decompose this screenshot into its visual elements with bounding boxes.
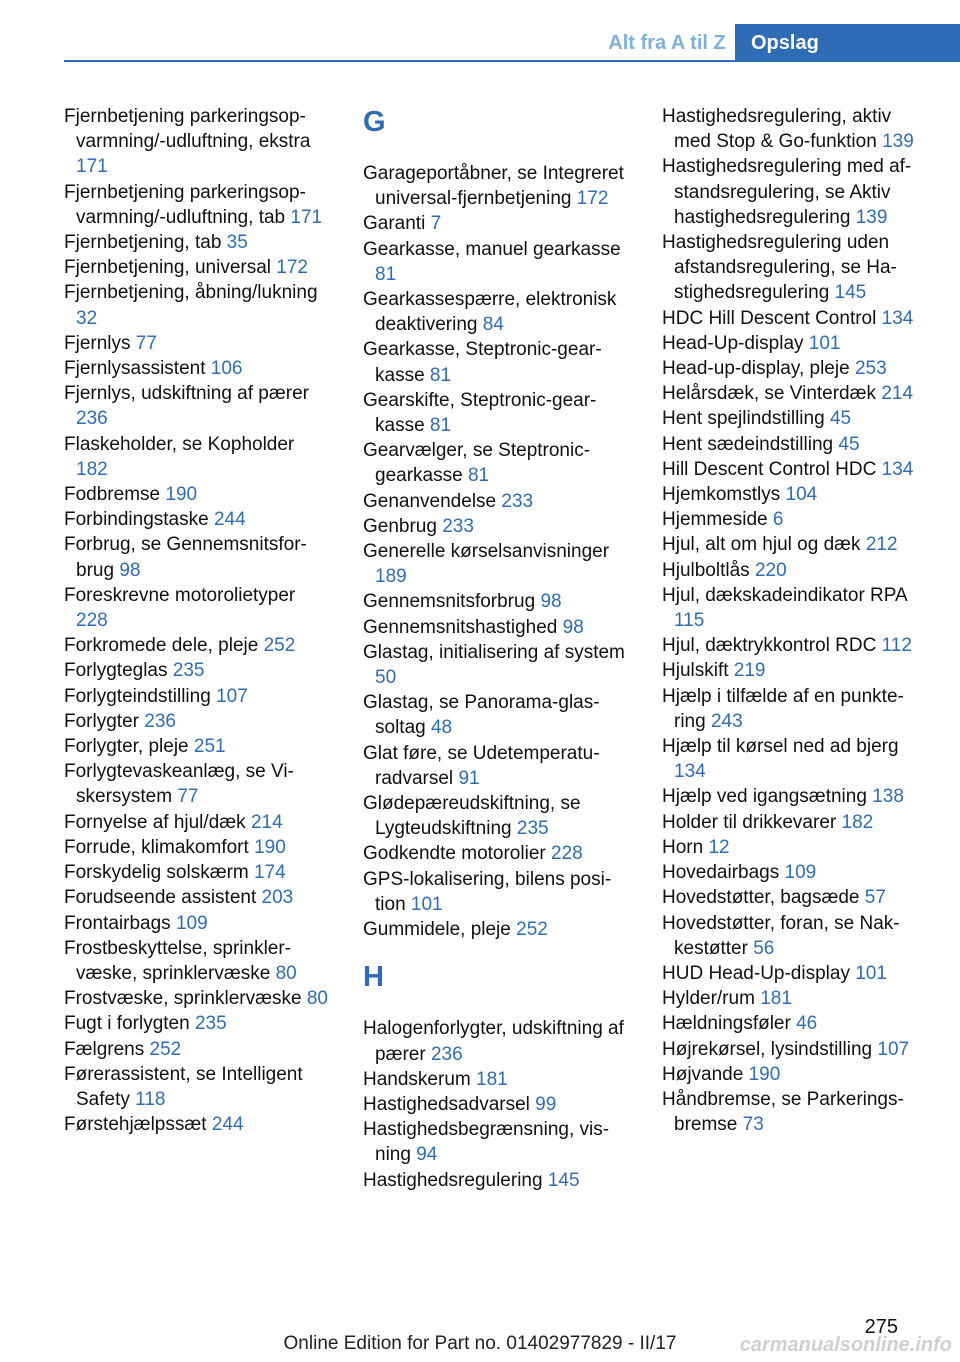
index-entry-term: Fjernbetjening, åbning/lukning [64,282,318,304]
index-entry [64,911,330,936]
index-entry [64,658,330,683]
page-number: 275 [864,1316,898,1338]
index-entry-term: Hastighedsregulering [363,1169,543,1191]
index-entry-term: Hastighedsadvarsel [363,1093,530,1115]
index-entry-term: Hjul, dækskadeindikator RPA [662,584,907,606]
index-entry [363,337,629,387]
index-entry-term: Glastag, se Panorama-glassoltag [363,692,600,739]
index-entry [64,104,330,180]
page-reference-link[interactable]: 212 [865,534,898,556]
index-entry [64,633,330,658]
index-entry-term: Håndbremse, se Parkeringsbremse [662,1088,904,1136]
page-reference-link[interactable]: 106 [210,358,243,380]
index-entry [363,791,629,841]
index-entry-term: Hjælp til kørsel ned ad bjerg [662,736,899,758]
index-entry-term: Glødepæreudskiftning, se Lygteudskiftning [363,793,581,840]
index-entry [363,438,629,488]
index-entry [662,810,928,835]
index-entry [363,690,629,740]
index-entry-term: Hent sædeindstilling [662,433,834,455]
index-entry [662,1087,928,1137]
index-entry-term: Hovedstøtter, bagsæde [662,887,860,909]
index-entry-term: Genanvendelse [363,490,497,512]
index-entry [662,734,928,784]
page-reference-link[interactable]: 77 [177,786,199,808]
index-entry-term: Helårsdæk, se Vinterdæk [662,383,877,405]
index-entry-term: Forbrug, se Gennemsnitsforbrug [64,534,307,581]
index-entry [64,432,330,482]
page-reference-link[interactable]: 235 [172,660,205,682]
index-entry-term: Hovedairbags [662,862,780,884]
index-entry [64,986,330,1011]
index-entry-term: Flaskeholder, se Kopholder [64,433,295,455]
index-entry-term: Fælgrens [64,1038,145,1060]
index-entry [662,911,928,961]
index-entry-term: Forlygteindstilling [64,685,211,707]
index-entry-term: HDC Hill Descent Control [662,307,877,329]
page-reference-link[interactable]: 81 [375,263,397,285]
index-entry [64,507,330,532]
index-entry [64,331,330,356]
page-reference-link[interactable]: 81 [467,465,490,487]
index-entry-term: Forudseende assistent [64,887,257,909]
index-entry [662,986,928,1011]
index-entry [662,306,928,331]
index-entry-term: Fjernbetjening, tab [64,232,222,254]
page-reference-link[interactable]: 73 [742,1114,764,1136]
index-entry [363,287,629,337]
index-entry [662,356,928,381]
index-entry-term: Gummidele, pleje [363,919,511,941]
page-reference-link[interactable]: 101 [808,332,841,354]
section-tab[interactable]: Alt fra A til Z [608,31,726,54]
index-entry-term: Head-Up-display [662,332,804,354]
page-reference-link[interactable]: 228 [551,843,583,865]
page-reference-link[interactable]: 251 [193,736,226,758]
page-reference-link[interactable]: 12 [708,836,730,858]
index-entry-term: Generelle kørselsanvisninger [363,541,610,563]
page-reference-link[interactable]: 56 [753,937,775,959]
index-entry [662,1037,928,1062]
page-reference-link[interactable]: 190 [165,484,198,506]
index-entry-term: Fjernbetjening, universal [64,257,272,279]
index-entry-term: Gearkassespærre, elektronisk deaktivering [363,289,617,336]
page-reference-link[interactable]: 46 [796,1013,818,1035]
index-entry-term: Frostvæske, sprinklervæske [64,988,302,1010]
index-entry [64,709,330,734]
index-entry-term: Hastighedsregulering uden afstandsregulering, se Hastighedsregulering [662,232,897,304]
index-entry [363,640,629,690]
index-entry-term: Gennemsnitsforbrug [363,591,536,613]
index-entry-term: Fjernlys, udskiftning af pærer [64,383,309,405]
index-entry [363,741,629,791]
index-entry [64,684,330,709]
page-reference-link[interactable]: 189 [375,566,407,588]
index-entry [64,1011,330,1036]
index-entry [64,1037,330,1062]
page-reference-link[interactable]: 107 [216,685,248,707]
page-reference-link[interactable]: 45 [829,408,852,430]
index-entry [662,532,928,557]
index-entry-term: Fodbremse [64,484,161,506]
index-column-1 [64,104,330,1137]
index-entry-term: Gearkasse, Steptronic-gearkasse [363,339,602,386]
page-reference-link[interactable]: 98 [119,559,141,581]
page-reference-link[interactable]: 99 [535,1093,557,1115]
index-entry [662,684,928,734]
page-reference-link[interactable]: 220 [754,559,787,581]
page-reference-link[interactable]: 172 [276,257,308,279]
page-reference-link[interactable]: 244 [213,509,246,531]
index-entry-term: Glastag, initialisering af system [363,641,625,663]
index-entry-term: Hjælp ved igangsætning [662,786,867,808]
page-reference-link[interactable]: 244 [211,1114,244,1136]
section-spacer [363,942,629,959]
page-reference-link[interactable]: 139 [882,131,914,153]
index-entry [662,835,928,860]
index-entry [363,237,629,287]
index-entry [662,583,928,633]
page-reference-link[interactable]: 252 [149,1038,182,1060]
index-entry [64,810,330,835]
page-reference-link[interactable]: 91 [458,767,480,789]
index-entry [662,482,928,507]
index-letter-heading: G [363,106,386,138]
index-entry [662,1011,928,1036]
index-entry-term: Forlygter [64,710,139,732]
index-entry-term: Foreskrevne motorolietyper [64,584,296,606]
edition-footer: Online Edition for Part no. 01402977829 - II/17 [283,1333,677,1354]
index-entry-term: Handskerum [363,1068,471,1090]
index-entry [64,230,330,255]
page-reference-link[interactable]: 6 [772,509,784,531]
index-entry [64,255,330,280]
page-reference-link[interactable]: 172 [576,188,609,210]
index-entry [64,1112,330,1137]
page-reference-link[interactable]: 80 [306,988,328,1010]
index-entry [662,230,928,306]
page-reference-link[interactable]: 45 [838,433,860,455]
index-entry-term: Fjernlys [64,332,131,354]
page-reference-link[interactable]: 138 [872,786,904,808]
index-entry [363,615,629,640]
page-reference-link[interactable]: 233 [442,515,474,537]
index-entry-term: Genbrug [363,515,437,537]
index-entry [662,658,928,683]
index-entry-term: Førerassistent, se Intelligent Safety [64,1063,303,1110]
index-entry-term: Gennemsnitshastighed [363,616,558,638]
index-entry [363,514,629,539]
index-entry-term: Hjul, alt om hjul og dæk [662,534,861,556]
page-reference-link[interactable]: 190 [254,836,286,858]
index-entry [363,388,629,438]
page-reference-link[interactable]: 182 [76,458,108,480]
page-reference-link[interactable]: 252 [263,635,296,657]
page-reference-link[interactable]: 48 [430,717,453,739]
index-entry-term: Fornyelse af hjul/dæk [64,811,246,833]
index-entry-term: Hjemkomstlys [662,484,781,506]
index-entry [363,867,629,917]
index-entry [64,180,330,230]
page-reference-link[interactable]: 107 [877,1038,910,1060]
index-entry [662,432,928,457]
page-reference-link[interactable]: 112 [881,635,912,657]
page-reference-link[interactable]: 32 [76,307,98,329]
page-reference-link[interactable]: 118 [135,1088,166,1110]
page-reference-link[interactable]: 181 [476,1068,508,1090]
index-entry [64,280,330,330]
index-entry [363,917,629,942]
index-entry [363,1067,629,1092]
index-entry [363,589,629,614]
page-header [0,24,960,62]
index-entry-term: Gearskifte, Steptronic-gearkasse [363,389,597,437]
page-reference-link[interactable]: 98 [540,591,562,613]
watermark: carmanualsonline.info [739,1334,952,1356]
index-entry-term: Hjul, dæktrykkontrol RDC [662,635,877,657]
page-reference-link[interactable]: 233 [501,490,534,512]
index-entry [662,457,928,482]
index-entry-term: Garanti [363,213,426,235]
page-reference-link[interactable]: 190 [748,1063,781,1085]
page-reference-link[interactable]: 236 [76,408,108,430]
page-reference-link[interactable]: 228 [76,610,108,632]
index-entry-term: Horn [662,836,704,858]
page-reference-link[interactable]: 109 [175,912,208,934]
index-entry-term: Hastighedsregulering med afstandsregulering, se Aktiv hastighedsregulering [662,156,912,228]
index-entry [363,1092,629,1117]
index-entry-term: HUD Head-Up-display [662,962,850,984]
index-entry-term: Glat føre, se Udetemperaturadvarsel [363,742,600,789]
page-reference-link[interactable]: 235 [194,1013,227,1035]
page-reference-link[interactable]: 134 [881,307,914,329]
index-entry [363,841,629,866]
index-letter-heading: H [363,961,384,994]
index-entry-term: Forbindingstaske [64,509,209,531]
page-reference-link[interactable]: 243 [710,710,743,732]
page-reference-link[interactable]: 181 [760,988,792,1010]
page-reference-link[interactable]: 171 [290,206,323,228]
page-reference-link[interactable]: 235 [516,818,549,840]
index-entry [64,1062,330,1112]
page-reference-link[interactable]: 174 [254,862,286,884]
index-entry [662,154,928,230]
index-entry-term: Hylder/rum [662,988,755,1010]
page-reference-link[interactable]: 98 [562,616,584,638]
index-entry [64,482,330,507]
index-entry [662,961,928,986]
page-reference-link[interactable]: 101 [855,962,887,984]
index-entry [64,936,330,986]
page-reference-link[interactable]: 134 [674,761,706,783]
index-entry [363,161,629,211]
index-entry [64,583,330,633]
page-reference-link[interactable]: 171 [76,156,108,178]
index-entry-term: Hjulskift [662,660,729,682]
index-entry [662,1062,928,1087]
index-entry-term: Godkendte motorolier [363,843,546,865]
index-column-2 [363,104,629,1193]
index-entry [662,558,928,583]
page-reference-link[interactable]: 253 [854,358,887,380]
index-entry-term: Hjælp i tilfælde af en punktering [662,685,904,732]
index-entry [662,104,928,154]
index-entry-term: Head-up-display, pleje [662,358,850,380]
page-reference-link[interactable]: 84 [482,314,504,336]
index-entry-term: Hill Descent Control HDC [662,458,877,480]
index-entry [363,489,629,514]
index-entry [64,860,330,885]
index-entry-term: Hjemmeside [662,509,768,531]
index-entry-term: Gearkasse, manuel gearkasse [363,238,621,260]
index-entry [64,532,330,582]
index-entry-term: Garageportåbner, se Integreret universal-fjernbetjening [363,163,624,210]
index-entry-term: Frostbeskyttelse, sprinklervæske, sprinklervæske [64,937,292,984]
index-entry [662,331,928,356]
index-entry [363,1016,629,1066]
index-entry [662,860,928,885]
index-entry [662,507,928,532]
index-entry [64,835,330,860]
page-reference-link[interactable]: 236 [430,1043,463,1065]
page-reference-link[interactable]: 203 [261,887,294,909]
index-entry-term: Fjernbetjening parkeringsopvarmning/-udluftning, tab [64,181,306,228]
index-entry-term: Fjernlysassistent [64,358,206,380]
index-entry-term: Hældningsføler [662,1013,791,1035]
page-reference-link[interactable]: 115 [674,610,705,632]
page-reference-link[interactable]: 7 [430,213,442,235]
index-entry-term: Hent spejlindstilling [662,408,825,430]
index-entry-term: Forlygter, pleje [64,736,189,758]
index-entry-term: Hastighedsbegrænsning, visning [363,1119,610,1166]
page-reference-link[interactable]: 139 [855,206,888,228]
index-entry [363,211,629,236]
page-reference-link[interactable]: 104 [785,484,818,506]
index-entry [662,784,928,809]
index-entry-term: Frontairbags [64,912,171,934]
index-entry-term: Forkromede dele, pleje [64,635,259,657]
index-entry-term: Forlygteglas [64,660,168,682]
page-reference-link[interactable]: 35 [226,232,248,254]
index-entry-term: Gearvælger, se Steptronic-gearkasse [363,440,591,487]
page-reference-link[interactable]: 134 [881,458,914,480]
index-entry [363,1168,629,1193]
page-reference-link[interactable]: 145 [834,282,867,304]
index-entry [64,356,330,381]
page-reference-link[interactable]: 80 [275,962,297,984]
index-entry [662,885,928,910]
index-entry [363,539,629,589]
page-reference-link[interactable]: 81 [429,364,452,386]
page-reference-link[interactable]: 77 [135,332,157,354]
index-entry-term: Hovedstøtter, foran, se Nakkestøtter [662,912,900,959]
page-reference-link[interactable]: 101 [410,893,443,915]
chapter-tab[interactable]: Opslag [735,24,960,62]
page-reference-link[interactable]: 219 [733,660,766,682]
index-entry-term: Højvande [662,1063,744,1085]
index-entry-term: Fjernbetjening parkeringsopvarmning/-udluftning, ekstra [64,106,311,153]
page-reference-link[interactable]: 57 [864,887,886,909]
index-entry [64,381,330,431]
index-entry-term: Højrekørsel, lysindstilling [662,1038,873,1060]
index-entry-term: Forlygtevaskeanlæg, se Viskersystem [64,761,294,808]
page-reference-link[interactable]: 214 [881,383,914,405]
page-reference-link[interactable]: 236 [144,710,176,732]
index-entry-term: Hastighedsregulering, aktiv med Stop & Go-funktion [662,106,892,153]
page-reference-link[interactable]: 81 [429,415,452,437]
index-entry [662,381,928,406]
page-reference-link[interactable]: 214 [250,811,283,833]
index-entry [662,406,928,431]
page-reference-link[interactable]: 50 [375,667,397,689]
index-entry-term: Hjulboltlås [662,559,750,581]
index-entry-term: Halogenforlygter, udskiftning af pærer [363,1018,624,1065]
index-entry [64,734,330,759]
page-reference-link[interactable]: 145 [547,1169,580,1191]
index-entry-term: Holder til drikkevarer [662,811,837,833]
index-entry-term: GPS-lokalisering, bilens position [363,868,612,915]
index-entry-term: Fugt i forlygten [64,1013,190,1035]
index-entry-term: Førstehjælpssæt [64,1114,207,1136]
page-reference-link[interactable]: 94 [416,1144,438,1166]
index-entry [662,633,928,658]
page-reference-link[interactable]: 109 [784,862,817,884]
index-entry [64,885,330,910]
index-entry [64,759,330,809]
index-column-3 [662,104,928,1137]
index-entry-term: Forrude, klimakomfort [64,836,249,858]
page-reference-link[interactable]: 252 [516,919,548,941]
index-entry-term: Forskydelig solskærm [64,862,249,884]
page-reference-link[interactable]: 182 [841,811,874,833]
index-entry [363,1117,629,1167]
